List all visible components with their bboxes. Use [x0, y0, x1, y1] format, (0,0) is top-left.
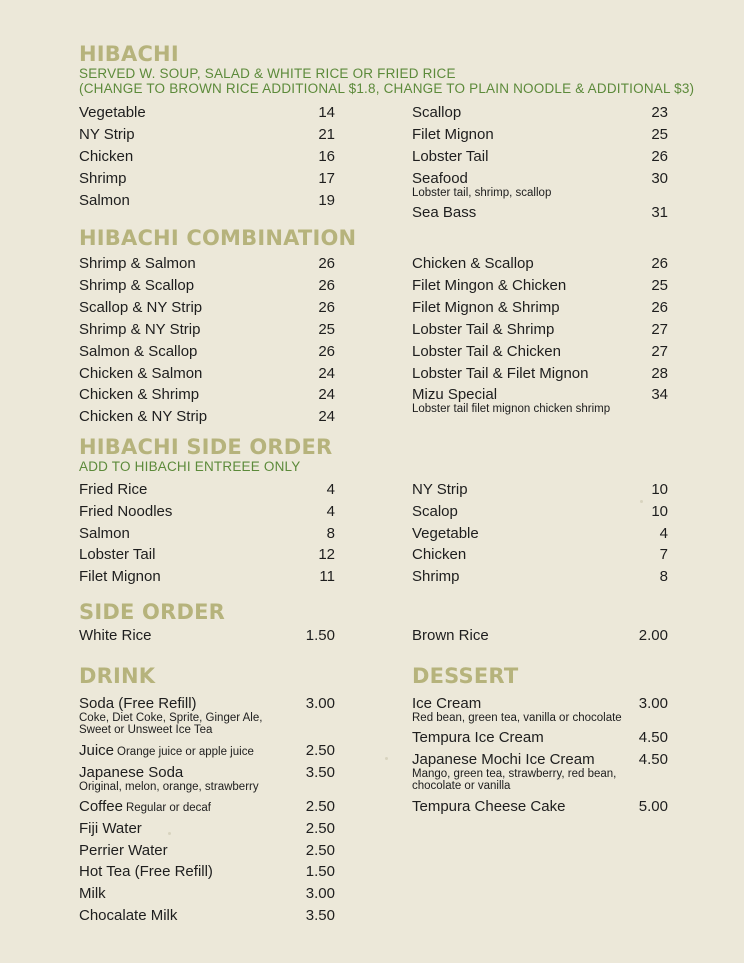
menu-item	[79, 321, 335, 340]
item-name: Chicken	[412, 546, 467, 563]
item-name: Ice Cream	[412, 695, 482, 712]
item-price: 3.50	[305, 907, 335, 924]
item-name: Lobster Tail & Filet Mignon	[412, 365, 589, 382]
item-name: Shrimp & Scallop	[79, 277, 195, 294]
combination-heading: HIBACHI COMBINATION	[79, 226, 357, 250]
menu-item	[79, 907, 335, 926]
item-price: 26	[318, 299, 335, 316]
item-name-text: Juice	[79, 742, 115, 759]
item-price: 4	[326, 481, 335, 498]
item-description: chocolate or vanilla	[412, 780, 511, 792]
menu-item	[412, 386, 668, 415]
menu-item	[79, 820, 335, 839]
menu-item	[412, 170, 668, 199]
item-price: 2.50	[305, 742, 335, 759]
item-price: 4	[326, 503, 335, 520]
item-price: 7	[659, 546, 668, 563]
menu-item	[412, 695, 668, 724]
menu-item	[412, 126, 668, 145]
item-price: 28	[651, 365, 668, 382]
menu-item	[79, 343, 335, 362]
item-name: Lobster Tail	[79, 546, 156, 563]
item-name: Shrimp	[412, 568, 460, 585]
menu-item	[79, 798, 335, 817]
menu-item	[79, 503, 335, 522]
menu-item	[79, 525, 335, 544]
item-name: Salmon	[79, 192, 130, 209]
item-name: Brown Rice	[412, 627, 489, 644]
menu-item	[412, 751, 668, 792]
item-name: Sea Bass	[412, 204, 477, 221]
item-description: Mango, green tea, strawberry, red bean,	[412, 768, 617, 780]
item-price: 4.50	[638, 751, 668, 768]
item-price: 2.50	[305, 820, 335, 837]
menu-item	[79, 481, 335, 500]
item-name: Chicken & Scallop	[412, 255, 534, 272]
menu-item	[79, 365, 335, 384]
item-price: 3.00	[305, 695, 335, 712]
item-price: 4	[659, 525, 668, 542]
item-name: Milk	[79, 885, 106, 902]
menu-item	[79, 126, 335, 145]
item-name: Vegetable	[79, 104, 146, 121]
item-name: Chicken	[79, 148, 134, 165]
menu-item	[79, 863, 335, 882]
item-name: Hot Tea (Free Refill)	[79, 863, 213, 880]
item-name: Shrimp & NY Strip	[79, 321, 201, 338]
item-name: Filet Mingon & Chicken	[412, 277, 567, 294]
item-name: Seafood	[412, 170, 468, 187]
item-price: 23	[651, 104, 668, 121]
menu-item	[412, 568, 668, 587]
item-price: 24	[318, 408, 335, 425]
item-name: Scallop & NY Strip	[79, 299, 203, 316]
item-description: Sweet or Unsweet Ice Tea	[79, 724, 213, 736]
menu-item	[412, 104, 668, 123]
item-price: 25	[318, 321, 335, 338]
menu-item	[412, 343, 668, 362]
item-name: Tempura Ice Cream	[412, 729, 544, 746]
menu-item	[79, 277, 335, 296]
item-price: 2.50	[305, 798, 335, 815]
item-name: Chicken & NY Strip	[79, 408, 208, 425]
item-price: 2.00	[638, 627, 668, 644]
item-name: Lobster Tail & Chicken	[412, 343, 561, 360]
menu-item	[79, 299, 335, 318]
menu-item	[412, 255, 668, 274]
menu-item	[412, 148, 668, 167]
item-description: Lobster tail filet mignon chicken shrimp	[412, 403, 611, 415]
item-price: 5.00	[638, 798, 668, 815]
item-price: 34	[651, 386, 668, 403]
item-name-text: Coffee	[79, 798, 123, 815]
menu-item	[79, 742, 335, 761]
item-name: Scalop	[412, 503, 458, 520]
item-price: 19	[318, 192, 335, 209]
hibachi-note: SERVED W. SOUP, SALAD & WHITE RICE OR FRIED RICE	[79, 66, 456, 81]
item-name: Scallop	[412, 104, 462, 121]
item-price: 25	[651, 277, 668, 294]
side-order-heading: SIDE ORDER	[79, 600, 225, 624]
item-price: 2.50	[305, 842, 335, 859]
menu-item	[412, 525, 668, 544]
item-price: 27	[651, 321, 668, 338]
item-price: 10	[651, 503, 668, 520]
menu-item	[412, 365, 668, 384]
menu-item	[412, 277, 668, 296]
menu-item	[412, 321, 668, 340]
item-name	[79, 742, 254, 759]
item-name: Filet Mignon & Shrimp	[412, 299, 560, 316]
item-price: 10	[651, 481, 668, 498]
item-price: 4.50	[638, 729, 668, 746]
menu-item	[79, 148, 335, 167]
menu-item	[412, 204, 668, 223]
menu-item	[412, 798, 668, 817]
item-name: Mizu Special	[412, 386, 498, 403]
item-name: Shrimp	[79, 170, 127, 187]
menu-item	[412, 729, 668, 748]
item-price: 26	[651, 148, 668, 165]
item-price: 24	[318, 386, 335, 403]
item-price: 26	[318, 343, 335, 360]
item-description: Original, melon, orange, strawberry	[79, 781, 259, 793]
item-name: White Rice	[79, 627, 152, 644]
item-price: 26	[318, 255, 335, 272]
item-name: Tempura Cheese Cake	[412, 798, 566, 815]
paper-speck	[385, 757, 388, 760]
menu-item	[412, 546, 668, 565]
item-name: Soda (Free Refill)	[79, 695, 197, 712]
item-name	[79, 798, 211, 815]
menu-item	[412, 503, 668, 522]
paper-speck	[168, 832, 171, 835]
paper-speck	[640, 500, 643, 503]
item-name: NY Strip	[412, 481, 468, 498]
item-price: 30	[651, 170, 668, 187]
menu-item	[79, 885, 335, 904]
item-name: Shrimp & Salmon	[79, 255, 196, 272]
item-name: Perrier Water	[79, 842, 168, 859]
hibachi-note-2: (CHANGE TO BROWN RICE ADDITIONAL $1.8, CHANGE TO PLAIN NOODLE & ADDITIONAL $3)	[79, 81, 695, 96]
menu-item	[79, 192, 335, 211]
item-price: 3.50	[305, 764, 335, 781]
menu-item	[79, 386, 335, 405]
menu-item	[79, 408, 335, 427]
menu-item	[412, 299, 668, 318]
item-price: 1.50	[305, 863, 335, 880]
item-price: 12	[318, 546, 335, 563]
item-name: Vegetable	[412, 525, 479, 542]
item-name: Lobster Tail	[412, 148, 489, 165]
menu-item	[79, 695, 335, 736]
dessert-heading: DESSERT	[412, 664, 519, 688]
item-price: 26	[318, 277, 335, 294]
item-price: 3.00	[638, 695, 668, 712]
item-description: Orange juice or apple juice	[117, 746, 254, 758]
hibachi-side-order-heading: HIBACHI SIDE ORDER	[79, 435, 333, 459]
item-price: 31	[651, 204, 668, 221]
item-name: Filet Mignon	[412, 126, 494, 143]
item-name: Salmon	[79, 525, 130, 542]
item-description: Regular or decaf	[125, 802, 211, 814]
item-price: 17	[318, 170, 335, 187]
item-price: 11	[319, 568, 335, 585]
item-description: Coke, Diet Coke, Sprite, Ginger Ale,	[79, 712, 263, 724]
menu-item	[79, 255, 335, 274]
item-price: 21	[318, 126, 335, 143]
hibachi-heading: HIBACHI	[79, 42, 179, 66]
item-name: Chicken & Salmon	[79, 365, 203, 382]
item-price: 1.50	[305, 627, 335, 644]
item-name: Fried Noodles	[79, 503, 173, 520]
menu-item	[412, 481, 668, 500]
item-name: Lobster Tail & Shrimp	[412, 321, 555, 338]
menu-item	[79, 764, 335, 793]
menu-item	[79, 627, 335, 646]
item-price: 3.00	[305, 885, 335, 902]
item-description: Red bean, green tea, vanilla or chocolate	[412, 712, 622, 724]
item-name: NY Strip	[79, 126, 135, 143]
item-name: Chocalate Milk	[79, 907, 178, 924]
menu-item	[79, 546, 335, 565]
item-name: Japanese Soda	[79, 764, 184, 781]
drink-heading: DRINK	[79, 664, 156, 688]
item-price: 16	[318, 148, 335, 165]
item-name: Fried Rice	[79, 481, 148, 498]
menu-item	[79, 170, 335, 189]
menu-item	[79, 104, 335, 123]
item-name: Fiji Water	[79, 820, 142, 837]
menu-item	[79, 842, 335, 861]
item-price: 27	[651, 343, 668, 360]
item-price: 8	[326, 525, 335, 542]
item-name: Chicken & Shrimp	[79, 386, 200, 403]
menu-item	[412, 627, 668, 646]
item-price: 26	[651, 255, 668, 272]
item-name: Filet Mignon	[79, 568, 161, 585]
item-description: Lobster tail, shrimp, scallop	[412, 187, 552, 199]
hibachi-side-order-note: ADD TO HIBACHI ENTREEE ONLY	[79, 459, 301, 474]
item-price: 26	[651, 299, 668, 316]
item-name: Japanese Mochi Ice Cream	[412, 751, 595, 768]
item-price: 24	[318, 365, 335, 382]
item-price: 8	[659, 568, 668, 585]
item-name: Salmon & Scallop	[79, 343, 198, 360]
item-price: 25	[651, 126, 668, 143]
item-price: 14	[318, 104, 335, 121]
menu-item	[79, 568, 335, 587]
